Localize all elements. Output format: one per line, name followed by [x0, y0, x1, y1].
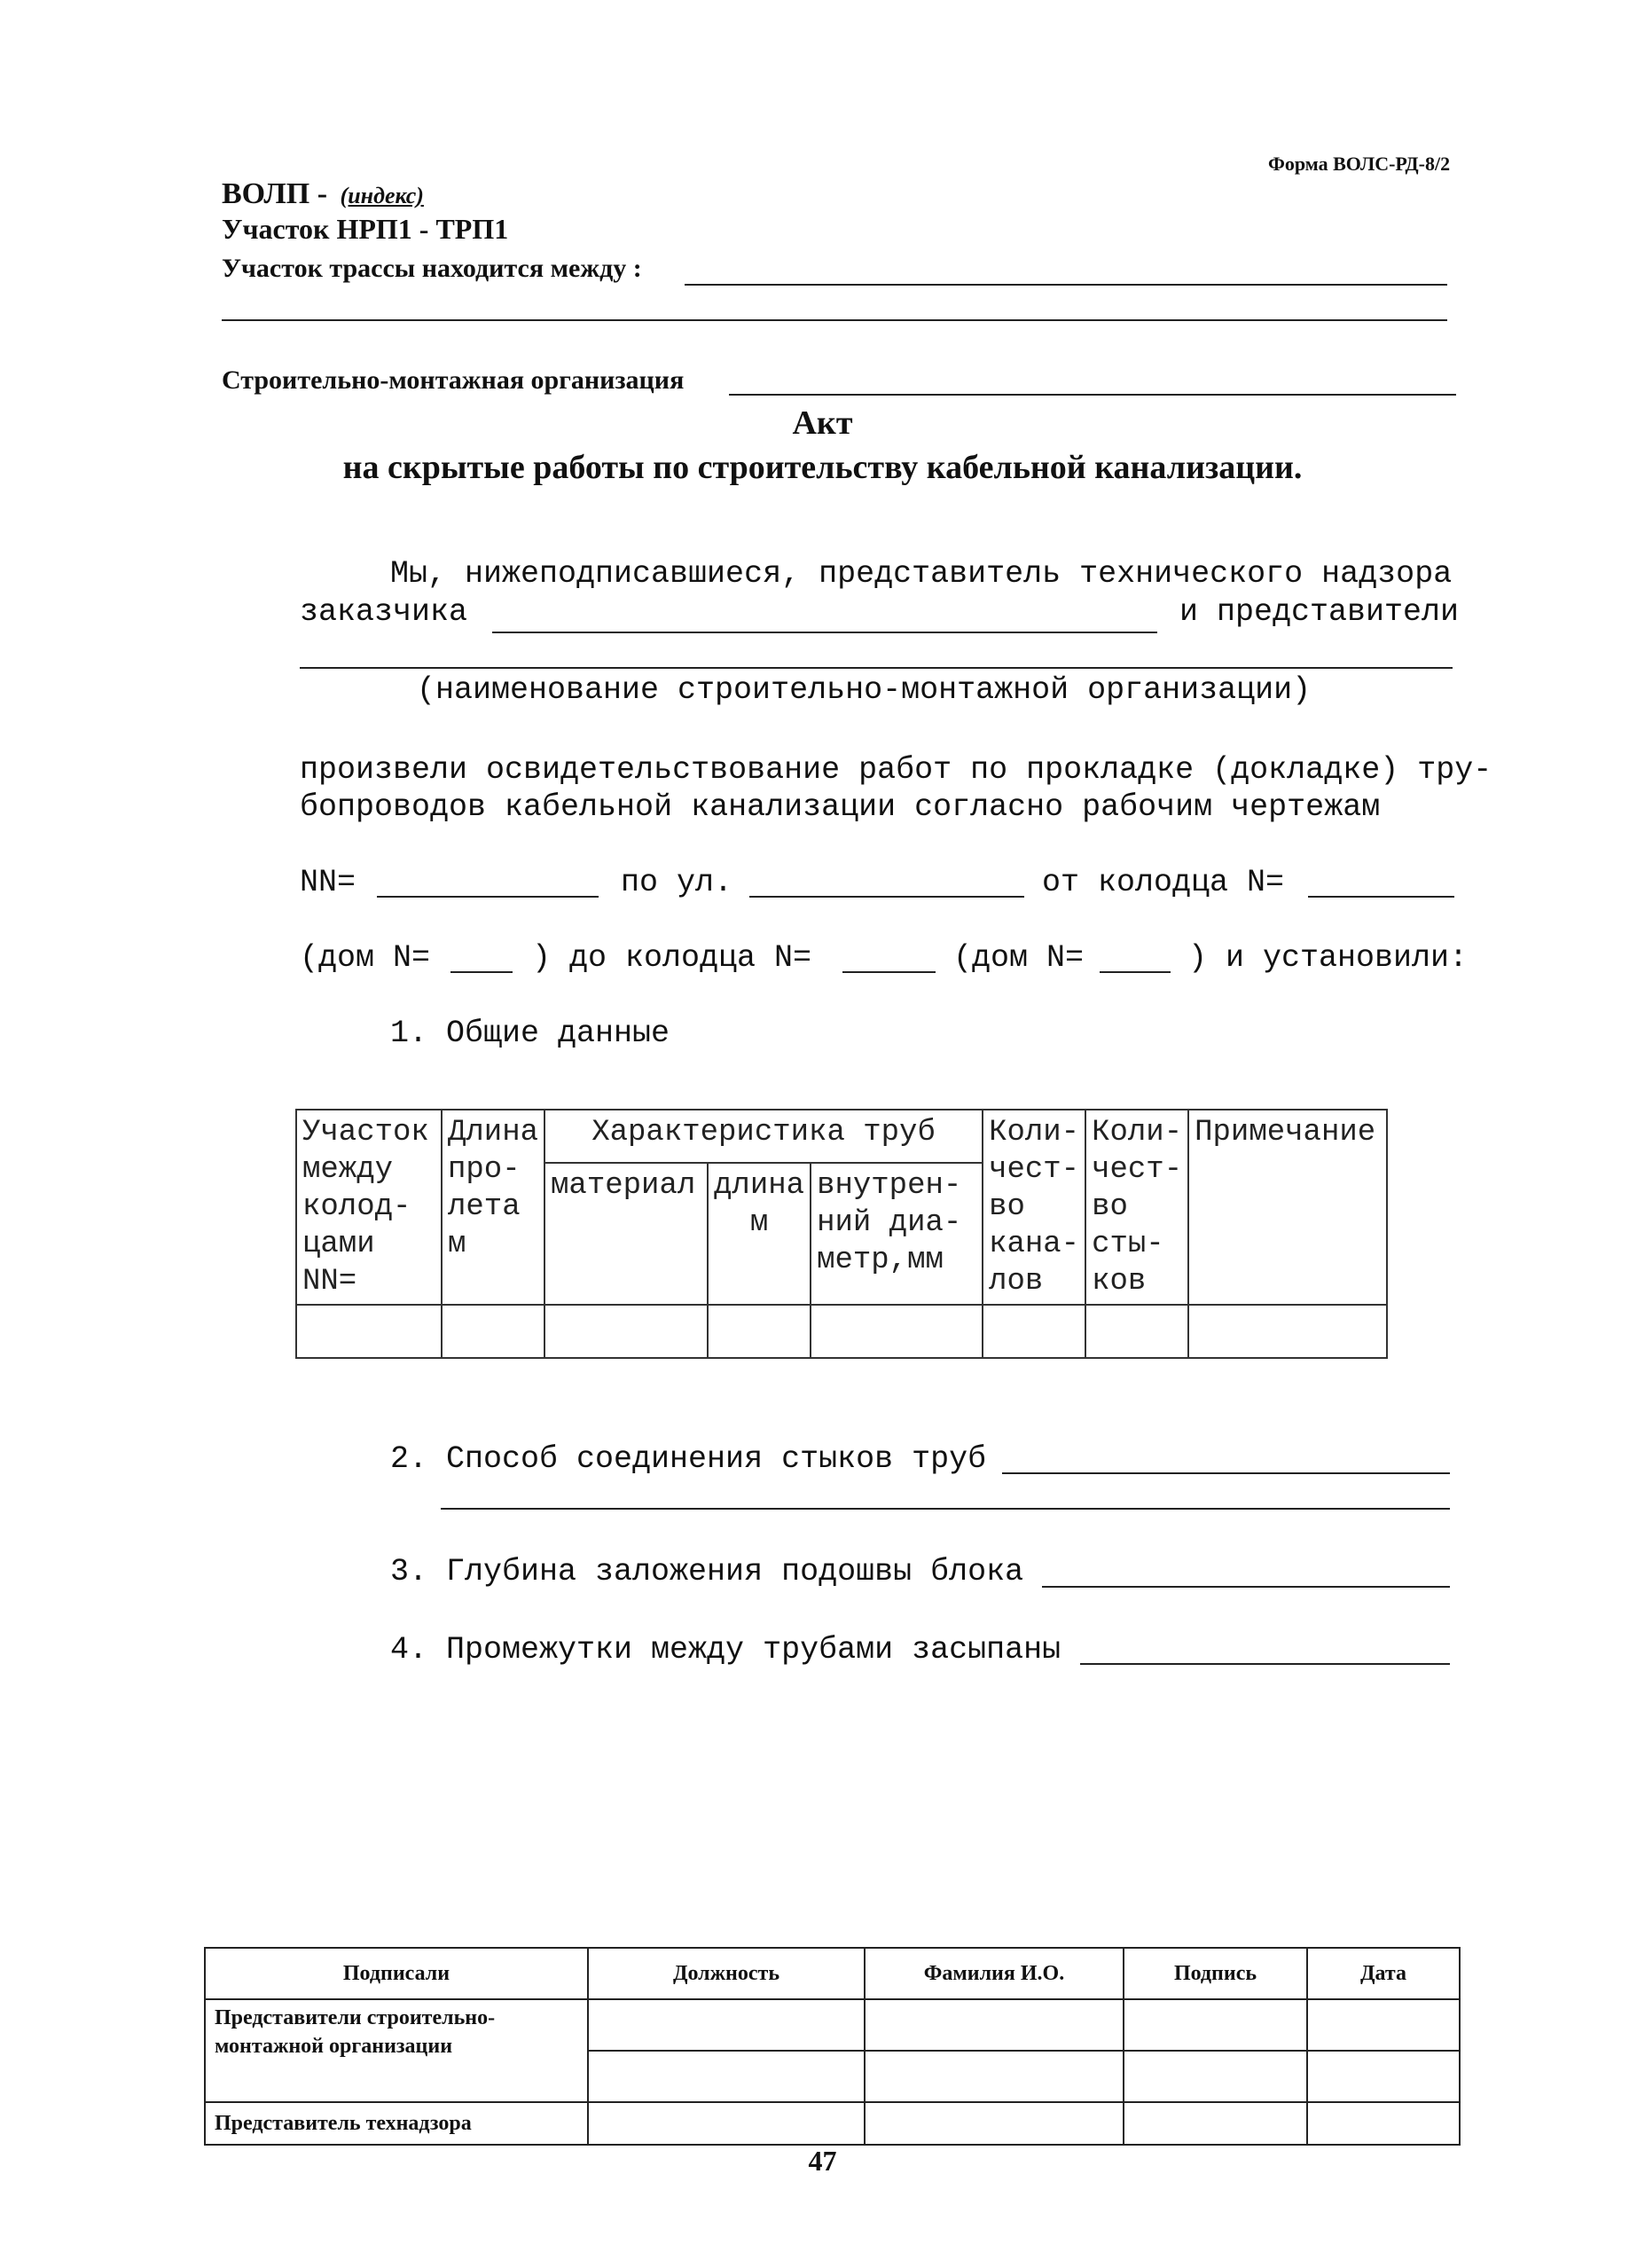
- sig-cell[interactable]: [588, 2102, 865, 2145]
- route-between-label: Участок трассы находится между :: [222, 254, 642, 283]
- sig-col-date: Дата: [1307, 1948, 1460, 1999]
- cell-section[interactable]: [296, 1305, 442, 1358]
- section-label: Участок НРП1 - ТРП1: [222, 213, 509, 245]
- house1-close: ) до колодца N=: [532, 940, 812, 976]
- sig-row-construction: Представители строительно-монтажной организации: [205, 1999, 588, 2102]
- cell-channels[interactable]: [983, 1305, 1085, 1358]
- construction-org-label: Строительно-монтажная организация: [222, 365, 685, 395]
- table-row: [205, 1999, 1460, 2051]
- house1-field[interactable]: [450, 971, 513, 973]
- sig-col-name: Фамилия И.О.: [865, 1948, 1124, 1999]
- house1-open: (дом N=: [300, 940, 431, 976]
- sig-cell[interactable]: [1124, 2102, 1307, 2145]
- index-label: (индекс): [340, 183, 424, 208]
- signatures-table: [204, 1947, 1461, 2146]
- table-row: [205, 2102, 1460, 2145]
- cell-diameter[interactable]: [811, 1305, 983, 1358]
- route-between-field-2[interactable]: [222, 319, 1447, 321]
- doc-title: Акт: [792, 404, 853, 442]
- street-field[interactable]: [749, 896, 1024, 898]
- col-length: Длина про- лета м: [442, 1110, 544, 1305]
- col-section: Участок между колод- цами NN=: [296, 1110, 442, 1305]
- doc-subtitle: на скрытые работы по строительству кабельной канализации.: [342, 449, 1303, 486]
- sig-row-supervision: Представитель технадзора: [205, 2102, 588, 2145]
- cell-pipe-length[interactable]: [708, 1305, 811, 1358]
- house2-open: (дом N=: [953, 940, 1085, 976]
- street-label: по ул.: [621, 865, 733, 900]
- sig-cell[interactable]: [1124, 1999, 1307, 2051]
- p1-line2-a: заказчика: [300, 594, 468, 630]
- sig-cell[interactable]: [1307, 1999, 1460, 2051]
- sub-diameter: внутрен- ний диа- метр,мм: [811, 1163, 983, 1305]
- house2-field[interactable]: [1100, 971, 1171, 973]
- table-header-row: [296, 1110, 1387, 1163]
- item2-field[interactable]: [1002, 1472, 1450, 1474]
- cell-joints[interactable]: [1085, 1305, 1188, 1358]
- item4-field[interactable]: [1080, 1663, 1450, 1665]
- sig-cell[interactable]: [865, 2051, 1124, 2102]
- sig-cell[interactable]: [1307, 2051, 1460, 2102]
- nn-field[interactable]: [377, 896, 599, 898]
- item3: 3. Глубина заложения подошвы блока: [390, 1554, 1024, 1589]
- sig-cell[interactable]: [1307, 2102, 1460, 2145]
- pipe-characteristics-table: [295, 1109, 1388, 1359]
- customer-rep-field[interactable]: [492, 632, 1157, 633]
- nn-label: NN=: [300, 865, 356, 900]
- org-name-field[interactable]: [300, 667, 1453, 669]
- p1-line2-b: и представители: [1179, 594, 1460, 630]
- sub-length: длина м: [708, 1163, 811, 1305]
- item2: 2. Способ соединения стыков труб: [390, 1441, 987, 1477]
- construction-org-field[interactable]: [729, 394, 1456, 396]
- cell-material[interactable]: [544, 1305, 708, 1358]
- to-well-field[interactable]: [842, 971, 936, 973]
- sig-cell[interactable]: [588, 2051, 865, 2102]
- form-code: Форма ВОЛС-РД-8/2: [1268, 153, 1451, 175]
- sig-cell[interactable]: [1124, 2051, 1307, 2102]
- p2-line2: бопроводов кабельной канализации согласно рабочим чертежам: [300, 789, 1381, 825]
- sig-col-position: Должность: [588, 1948, 865, 1999]
- sub-material: материал: [544, 1163, 708, 1305]
- col-joints: Коли- чест- во сты- ков: [1085, 1110, 1188, 1305]
- sig-cell[interactable]: [865, 2102, 1124, 2145]
- p2-line1: произвели освидетельствование работ по прокладке (докладке) тру-: [300, 752, 1492, 788]
- item1-heading: 1. Общие данные: [390, 1016, 670, 1051]
- cell-note[interactable]: [1188, 1305, 1387, 1358]
- volp-text: ВОЛП -: [222, 177, 328, 210]
- col-note: Примечание: [1188, 1110, 1387, 1305]
- house2-close: ) и установили:: [1188, 940, 1469, 976]
- col-channels: Коли- чест- во кана- лов: [983, 1110, 1085, 1305]
- table-row: [296, 1305, 1387, 1358]
- item2-field-2[interactable]: [441, 1508, 1450, 1510]
- from-well-label: от колодца N=: [1042, 865, 1285, 900]
- from-well-field[interactable]: [1308, 896, 1454, 898]
- cell-length[interactable]: [442, 1305, 544, 1358]
- route-between-field[interactable]: [685, 284, 1447, 286]
- sig-col-signed: Подписали: [205, 1948, 588, 1999]
- page-number: 47: [808, 2145, 837, 2177]
- sig-col-signature: Подпись: [1124, 1948, 1307, 1999]
- sig-cell[interactable]: [865, 1999, 1124, 2051]
- item3-field[interactable]: [1042, 1586, 1450, 1588]
- signatures-header-row: [205, 1948, 1460, 1999]
- org-caption: (наименование строительно-монтажной организации): [417, 672, 1312, 708]
- p1-line1: Мы, нижеподписавшиеся, представитель технического надзора: [390, 556, 1453, 592]
- volp-label: [222, 177, 424, 211]
- sig-cell[interactable]: [588, 1999, 865, 2051]
- col-pipes: Характеристика труб: [544, 1110, 983, 1163]
- item4: 4. Промежутки между трубами засыпаны: [390, 1632, 1061, 1668]
